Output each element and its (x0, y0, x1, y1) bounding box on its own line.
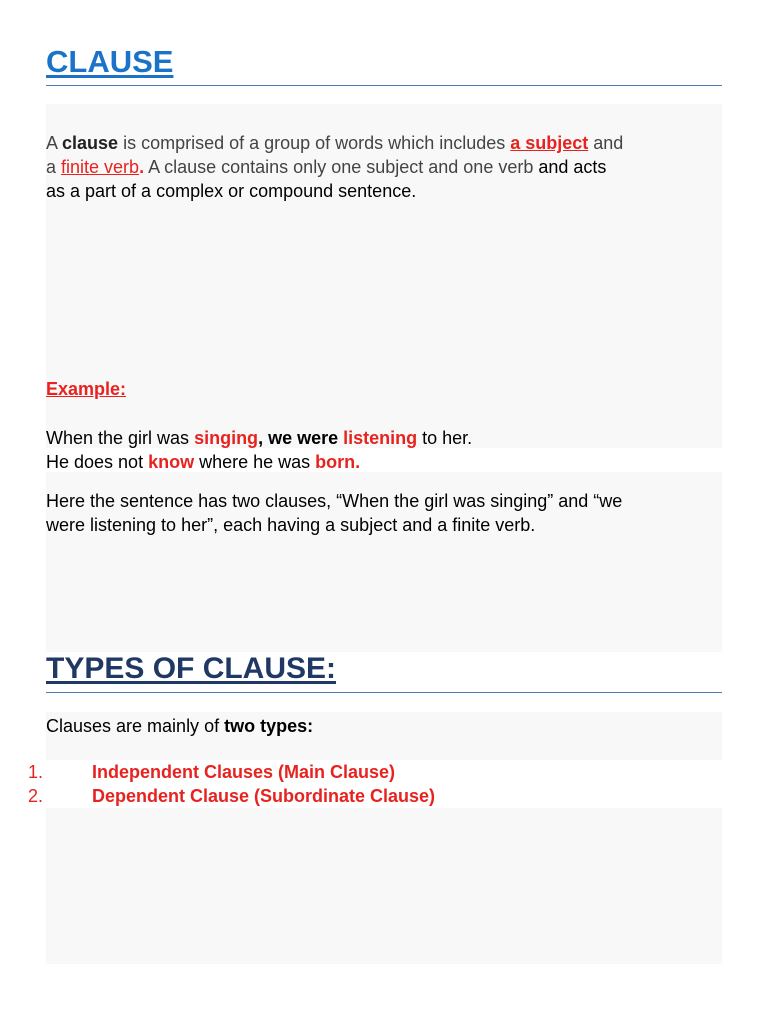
example-sentence-2: He does not know where he was born. (46, 452, 361, 472)
title-divider (46, 85, 722, 86)
types-heading: TYPES OF CLAUSE: (46, 652, 337, 685)
types-divider (46, 692, 722, 693)
example-sentence-1: When the girl was singing, we were listening to her. (46, 428, 473, 448)
types-list-item: 1. Independent Clauses (Main Clause) (28, 762, 396, 782)
definition-line-2: a finite verb. A clause contains only one subject and one verb and acts (46, 157, 607, 177)
types-list-item: 2. Dependent Clause (Subordinate Clause) (28, 786, 436, 806)
explanation-line-2: were listening to her”, each having a subject and a finite verb. (46, 515, 536, 535)
definition-line-3: as a part of a complex or compound sentence. (46, 181, 417, 201)
page-title: CLAUSE (46, 44, 174, 79)
types-footer-panel (46, 808, 722, 964)
definition-line-1: A clause is comprised of a group of words which includes a subject and (46, 133, 624, 153)
explanation-line-1: Here the sentence has two clauses, “When the girl was singing” and “we (46, 491, 623, 511)
example-label: Example: (46, 379, 127, 399)
types-intro: Clauses are mainly of two types: (46, 716, 314, 736)
